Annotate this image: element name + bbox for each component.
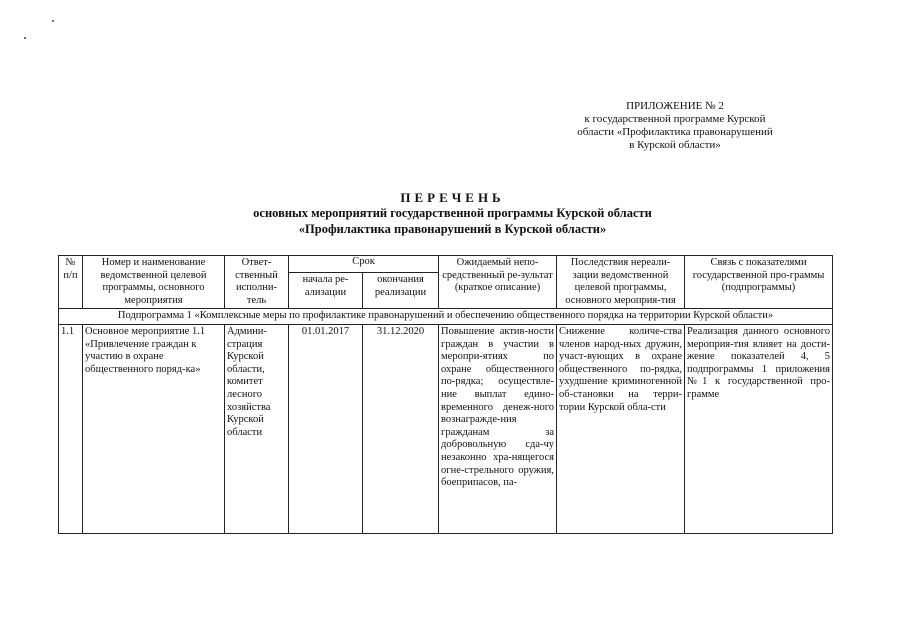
cell-end: 31.12.2020 xyxy=(363,324,439,533)
header-number: № п/п xyxy=(59,256,83,309)
subprogram-row xyxy=(59,309,833,325)
header-link: Связь с показателями государственной про-граммы (подпрограммы) xyxy=(685,256,833,309)
scan-speck xyxy=(24,37,26,39)
appendix-line: в Курской области» xyxy=(629,139,721,151)
appendix-line: области «Профилактика правонарушений xyxy=(577,126,773,138)
title-subtitle: основных мероприятий государственной программы Курской области xyxy=(253,206,652,220)
header-name: Номер и наименование ведомственной целевой программы, основного мероприятия xyxy=(83,256,225,309)
appendix-line: к государственной программе Курской xyxy=(584,113,766,125)
cell-name-text: Основное мероприятие 1.1 «Привлечение граждан к участию в охране общественного поряд-ка» xyxy=(85,325,206,375)
cell-name xyxy=(83,324,225,533)
header-executor: Ответ-ственный исполни-тель xyxy=(225,256,289,309)
cell-executor: Админи-страция Курской области, комитет лесного хозяйства Курской области xyxy=(225,324,289,533)
cell-result: Повышение актив-ности граждан в участии в меропри-ятиях по охране общественного по-рядка; осуществле-ние выплат едино-временного денеж-ного вознагражде-ния гражданам за добровольную сда-чу незаконно хра-нящегося огне-стрельного оружия, боеприпасов, па- xyxy=(439,324,557,533)
subprogram-title: Подпрограмма 1 «Комплексные меры по профилактике правонарушений и обеспечению общественного порядка на территории Курской области» xyxy=(59,309,833,325)
header-end: окончания реализации xyxy=(363,273,439,309)
document-title xyxy=(0,190,905,237)
table-row xyxy=(59,324,833,533)
title-main: ПЕРЕЧЕНЬ xyxy=(400,190,505,205)
cell-number: 1.1 xyxy=(59,324,83,533)
header-period: Срок xyxy=(289,256,439,273)
scan-speck xyxy=(52,20,54,22)
appendix-header xyxy=(560,100,790,152)
cell-link: Реализация данного основного мероприя-тия влияет на дости-жение показателей 4, 5 подпрограммы 1 приложения №1 к государственной про-грамме xyxy=(685,324,833,533)
header-start: начала ре-ализации xyxy=(289,273,363,309)
header-consequences: Последствия нереали-зации ведомственной целевой программы, основного мероприя-тия xyxy=(557,256,685,309)
cell-consequences: Снижение количе-ства членов народ-ных дружин, участ-вующих в охране общественного по-рядка, ухудшение криминогенной об-становки на терри-тории Курской обла-сти xyxy=(557,324,685,533)
header-result: Ожидаемый непо-средственный ре-зультат (краткое описание) xyxy=(439,256,557,309)
title-subtitle: «Профилактика правонарушений в Курской области» xyxy=(298,222,607,236)
table-header-row xyxy=(59,256,833,273)
measures-table xyxy=(58,255,833,534)
appendix-title: ПРИЛОЖЕНИЕ № 2 xyxy=(626,100,724,112)
cell-start: 01.01.2017 xyxy=(289,324,363,533)
